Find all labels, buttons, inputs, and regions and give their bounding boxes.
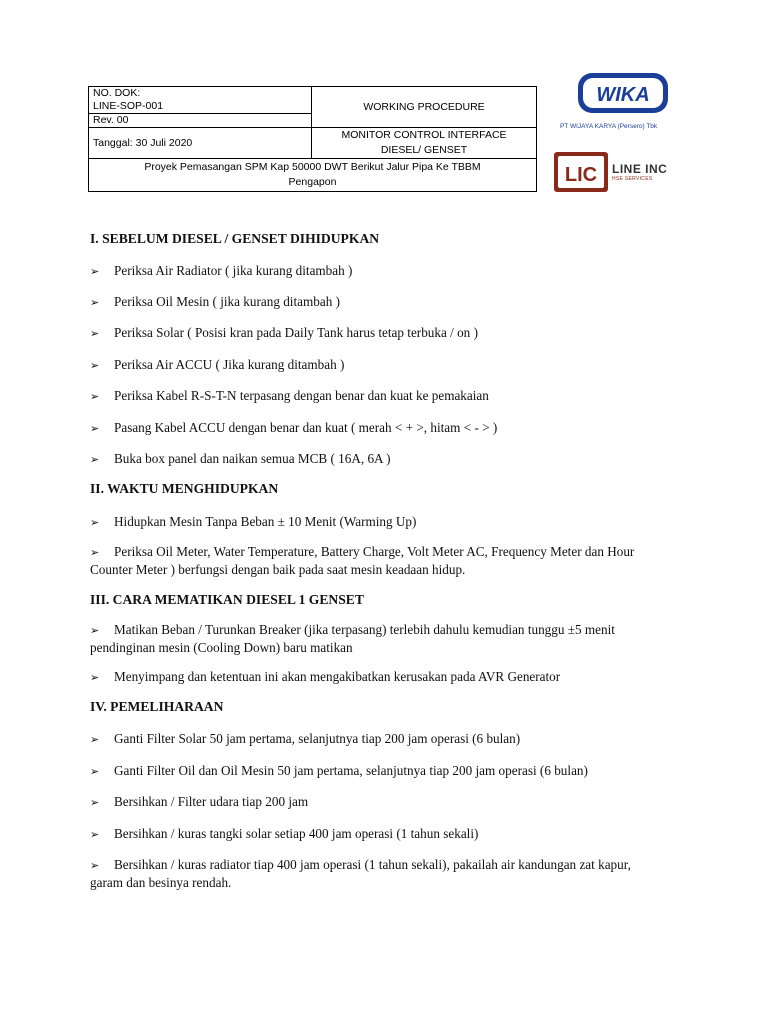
list-item: ➢ Ganti Filter Solar 50 jam pertama, selanjutnya tiap 200 jam operasi (6 bulan) bbox=[90, 731, 521, 746]
list-item: ➢ Periksa Air ACCU ( Jika kurang ditambah ) bbox=[90, 357, 345, 372]
list-item: ➢ Periksa Oil Mesin ( jika kurang ditambah ) bbox=[90, 294, 340, 309]
doc-number-cell bbox=[89, 87, 312, 114]
arrow-bullet-icon: ➢ bbox=[90, 859, 100, 872]
arrow-bullet-icon: ➢ bbox=[90, 296, 100, 309]
arrow-bullet-icon: ➢ bbox=[90, 265, 100, 278]
list-item: ➢ Ganti Filter Oil dan Oil Mesin 50 jam pertama, selanjutnya tiap 200 jam operasi (6 bulan) bbox=[90, 763, 588, 778]
document-header-table bbox=[88, 86, 537, 192]
line-inc-subtext: HSE SERVICES bbox=[612, 176, 653, 182]
project-line1: Proyek Pemasangan SPM Kap 50000 DWT Berikut Jalur Pipa Ke TBBM bbox=[144, 161, 481, 173]
doc-number: LINE-SOP-001 bbox=[93, 100, 164, 112]
line-inc-text: LINE INC bbox=[612, 162, 668, 176]
arrow-bullet-icon: ➢ bbox=[90, 546, 100, 559]
arrow-bullet-icon: ➢ bbox=[90, 516, 100, 529]
arrow-bullet-icon: ➢ bbox=[90, 765, 100, 778]
list-item: ➢ Bersihkan / kuras tangki solar setiap 400 jam operasi (1 tahun sekali) bbox=[90, 826, 479, 841]
list-item: ➢ Periksa Solar ( Posisi kran pada Daily Tank harus tetap terbuka / on ) bbox=[90, 325, 478, 340]
line-inc-monogram: LIC bbox=[564, 164, 598, 186]
section-3-title: III. CARA MEMATIKAN DIESEL 1 GENSET bbox=[90, 592, 364, 607]
arrow-bullet-icon: ➢ bbox=[90, 624, 100, 637]
procedure-title-line1: MONITOR CONTROL INTERFACE bbox=[341, 129, 507, 141]
procedure-type-cell: WORKING PROCEDURE bbox=[312, 87, 537, 128]
arrow-bullet-icon: ➢ bbox=[90, 453, 100, 466]
wika-caption: PT WIJAYA KARYA (Persero) Tbk bbox=[560, 123, 658, 130]
list-item: ➢ Matikan Beban / Turunkan Breaker (jika terpasang) terlebih dahulu kemudian tunggu ±5 menit pendinginan mesin (Cooling Down) baru matikan bbox=[90, 622, 615, 655]
list-item: ➢ Periksa Air Radiator ( jika kurang ditambah ) bbox=[90, 263, 353, 278]
list-item: ➢ Menyimpang dan ketentuan ini akan mengakibatkan kerusakan pada AVR Generator bbox=[90, 669, 561, 684]
arrow-bullet-icon: ➢ bbox=[90, 327, 100, 340]
list-item: ➢ Buka box panel dan naikan semua MCB ( 16A, 6A ) bbox=[90, 451, 391, 466]
section-4-title: IV. PEMELIHARAAN bbox=[90, 699, 224, 714]
project-cell bbox=[89, 159, 537, 192]
procedure-title-line2: DIESEL/ GENSET bbox=[380, 144, 468, 156]
section-2-title: II. WAKTU MENGHIDUPKAN bbox=[90, 481, 279, 496]
no-dok-label: NO. DOK: bbox=[93, 87, 141, 99]
arrow-bullet-icon: ➢ bbox=[90, 422, 100, 435]
procedure-title-cell bbox=[312, 128, 537, 159]
list-item: ➢ Pasang Kabel ACCU dengan benar dan kuat ( merah < + >, hitam < - > ) bbox=[90, 420, 498, 435]
list-item: ➢ Bersihkan / Filter udara tiap 200 jam bbox=[90, 794, 309, 809]
wika-logo-text: WIKA bbox=[596, 84, 650, 106]
arrow-bullet-icon: ➢ bbox=[90, 796, 100, 809]
arrow-bullet-icon: ➢ bbox=[90, 390, 100, 403]
arrow-bullet-icon: ➢ bbox=[90, 671, 100, 684]
list-item: ➢ Periksa Oil Meter, Water Temperature, Battery Charge, Volt Meter AC, Frequency Meter dan Hour Counter Meter ) berfungsi dengan baik pada saat mesin keadaan hidup. bbox=[90, 544, 635, 577]
arrow-bullet-icon: ➢ bbox=[90, 733, 100, 746]
document-date: Tanggal: 30 Juli 2020 bbox=[89, 128, 312, 159]
list-item: ➢ Hidupkan Mesin Tanpa Beban ± 10 Menit (Warming Up) bbox=[90, 514, 417, 529]
list-item: ➢ Periksa Kabel R-S-T-N terpasang dengan benar dan kuat ke pemakaian bbox=[90, 388, 489, 403]
line-inc-logo bbox=[552, 150, 610, 194]
arrow-bullet-icon: ➢ bbox=[90, 359, 100, 372]
wika-logo bbox=[576, 70, 672, 120]
arrow-bullet-icon: ➢ bbox=[90, 828, 100, 841]
project-line2: Pengapon bbox=[288, 176, 337, 188]
list-item: ➢ Bersihkan / kuras radiator tiap 400 jam operasi (1 tahun sekali), pakailah air kandungan zat kapur, garam dan besinya rendah. bbox=[90, 857, 631, 890]
section-1-title: I. SEBELUM DIESEL / GENSET DIHIDUPKAN bbox=[90, 231, 380, 246]
revision: Rev. 00 bbox=[89, 114, 312, 128]
